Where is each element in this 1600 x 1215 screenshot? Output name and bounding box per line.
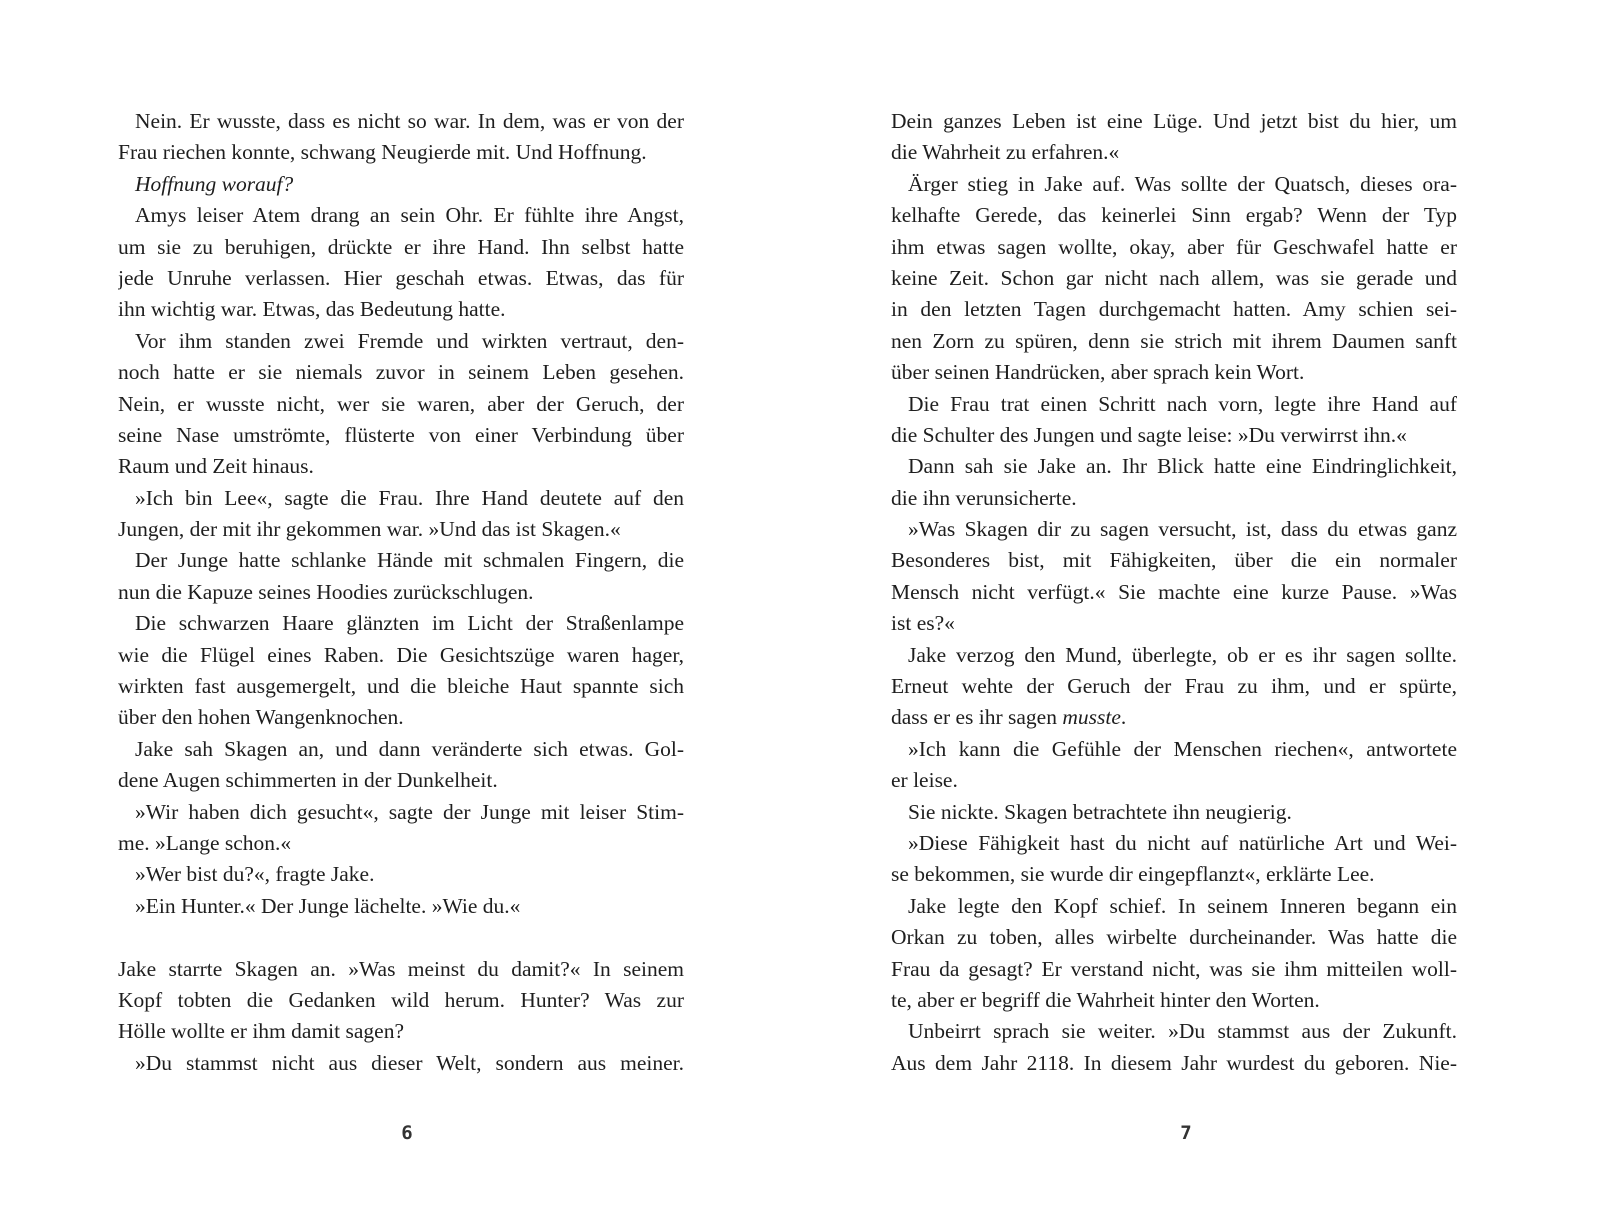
text-line: ihn wichtig war. Etwas, das Bedeutung hatte. (118, 297, 506, 322)
text-line: Dein ganzes Leben ist eine Lüge. Und jetzt bist du hier, um (891, 109, 1457, 133)
text-line: die Schulter des Jungen und sagte leise: »Du verwirrst ihn.« (891, 422, 1407, 447)
text-line: nen Zorn zu spüren, denn sie strich mit ihrem Daumen sanft (891, 328, 1457, 353)
text-line: Frau riechen konnte, schwang Neugierde mit. Und Hoffnung. (118, 140, 647, 165)
text-line: wie die Flügel eines Raben. Die Gesichtszüge waren hager, (118, 642, 684, 667)
text-line: Der Junge hatte schlanke Hände mit schmalen Fingern, die (135, 548, 684, 573)
text-line: Jungen, der mit ihr gekommen war. »Und das ist Skagen.« (118, 517, 621, 542)
text-line: Mensch nicht verfügt.« Sie machte eine kurze Pause. »Was (891, 579, 1457, 604)
text-line: Aus dem Jahr 2118. In diesem Jahr wurdest du geboren. Nie- (891, 1050, 1457, 1075)
text-line: Erneut wehte der Geruch der Frau zu ihm, und er spürte, (891, 674, 1457, 699)
text-line: dass er es ihr sagen musste. (891, 705, 1127, 730)
right-page (891, 106, 1457, 1079)
text-line: er leise. (891, 768, 958, 793)
text-line: um sie zu beruhigen, drückte er ihre Hand. Ihn selbst hatte (118, 234, 684, 259)
text-line: »Du stammst nicht aus dieser Welt, sondern aus meiner. (135, 1050, 684, 1075)
text-line: die Wahrheit zu erfahren.« (891, 140, 1120, 165)
text-line: Die schwarzen Haare glänzten im Licht der Straßenlampe (135, 611, 684, 636)
page-number-right: 7 (1180, 1122, 1192, 1144)
text-line: »Ein Hunter.« Der Junge lächelte. »Wie du.« (135, 893, 521, 918)
text-line: Orkan zu toben, alles wirbelte durcheinander. Was hatte die (891, 925, 1457, 950)
text-line: Raum und Zeit hinaus. (118, 454, 314, 479)
text-line: »Was Skagen dir zu sagen versucht, ist, dass du etwas ganz (908, 517, 1457, 542)
text-line: »Diese Fähigkeit hast du nicht auf natürliche Art und Wei- (908, 830, 1457, 855)
text-line: te, aber er begriff die Wahrheit hinter den Worten. (891, 987, 1320, 1012)
text-line: ist es?« (891, 611, 955, 636)
text-line: Sie nickte. Skagen betrachtete ihn neugierig. (908, 799, 1292, 824)
text-line: Jake starrte Skagen an. »Was meinst du damit?« In seinem (118, 956, 684, 981)
text-line: wirkten fast ausgemergelt, und die bleiche Haut spannte sich (118, 674, 684, 699)
text-line: Ärger stieg in Jake auf. Was sollte der Quatsch, dieses ora- (908, 171, 1457, 196)
text-line: me. »Lange schon.« (118, 830, 292, 855)
text-line: seine Nase umströmte, flüsterte von einer Verbindung über (118, 422, 684, 447)
page-number-left: 6 (401, 1122, 413, 1144)
text-line: »Wer bist du?«, fragte Jake. (135, 862, 375, 887)
text-line: Nein. Er wusste, dass es nicht so war. In dem, was er von der (135, 109, 684, 133)
left-page (118, 106, 684, 1079)
text-line: »Ich bin Lee«, sagte die Frau. Ihre Hand deutete auf den (135, 485, 684, 510)
text-line: Hölle wollte er ihm damit sagen? (118, 1019, 404, 1044)
text-line: dene Augen schimmerten in der Dunkelheit. (118, 768, 498, 793)
text-line: »Wir haben dich gesucht«, sagte der Junge mit leiser Stim- (135, 799, 684, 824)
text-line: se bekommen, sie wurde dir eingepflanzt«, erklärte Lee. (891, 862, 1375, 887)
text-line: Nein, er wusste nicht, wer sie waren, aber der Geruch, der (118, 391, 684, 416)
text-line: über den hohen Wangenknochen. (118, 705, 404, 730)
text-line: Kopf tobten die Gedanken wild herum. Hunter? Was zur (118, 987, 684, 1012)
text-line: nun die Kapuze seines Hoodies zurückschlugen. (118, 579, 534, 604)
text-line: Dann sah sie Jake an. Ihr Blick hatte eine Eindringlichkeit, (908, 454, 1457, 479)
text-line: jede Unruhe verlassen. Hier geschah etwas. Etwas, das für (118, 265, 684, 290)
text-line: Jake verzog den Mund, überlegte, ob er es ihr sagen sollte. (908, 642, 1457, 667)
text-line: kelhafte Gerede, das keinerlei Sinn ergab? Wenn der Typ (891, 203, 1457, 228)
text-line (118, 922, 684, 953)
text-line: über seinen Handrücken, aber sprach kein Wort. (891, 360, 1305, 385)
text-line: ihm etwas sagen wollte, okay, aber für Geschwafel hatte er (891, 234, 1457, 259)
text-line: Unbeirrt sprach sie weiter. »Du stammst aus der Zukunft. (908, 1019, 1457, 1044)
text-line: Vor ihm standen zwei Fremde und wirkten vertraut, den- (135, 328, 684, 353)
text-line: Jake legte den Kopf schief. In seinem Inneren begann ein (908, 893, 1457, 918)
text-line: Die Frau trat einen Schritt nach vorn, legte ihre Hand auf (908, 391, 1457, 416)
text-line: Hoffnung worauf? (135, 171, 294, 196)
text-line: Frau da gesagt? Er verstand nicht, was sie ihm mitteilen woll- (891, 956, 1457, 981)
text-line: Besonderes bist, mit Fähigkeiten, über die ein normaler (891, 548, 1457, 573)
text-line: keine Zeit. Schon gar nicht nach allem, was sie gerade und (891, 265, 1457, 290)
text-line: Amys leiser Atem drang an sein Ohr. Er fühlte ihre Angst, (135, 203, 684, 228)
text-line: »Ich kann die Gefühle der Menschen riechen«, antwortete (908, 736, 1457, 761)
text-line: in den letzten Tagen durchgemacht hatten. Amy schien sei- (891, 297, 1457, 322)
text-line: noch hatte er sie niemals zuvor in seinem Leben gesehen. (118, 360, 684, 385)
text-line: Jake sah Skagen an, und dann veränderte sich etwas. Gol- (135, 736, 684, 761)
text-line: die ihn verunsicherte. (891, 485, 1077, 510)
